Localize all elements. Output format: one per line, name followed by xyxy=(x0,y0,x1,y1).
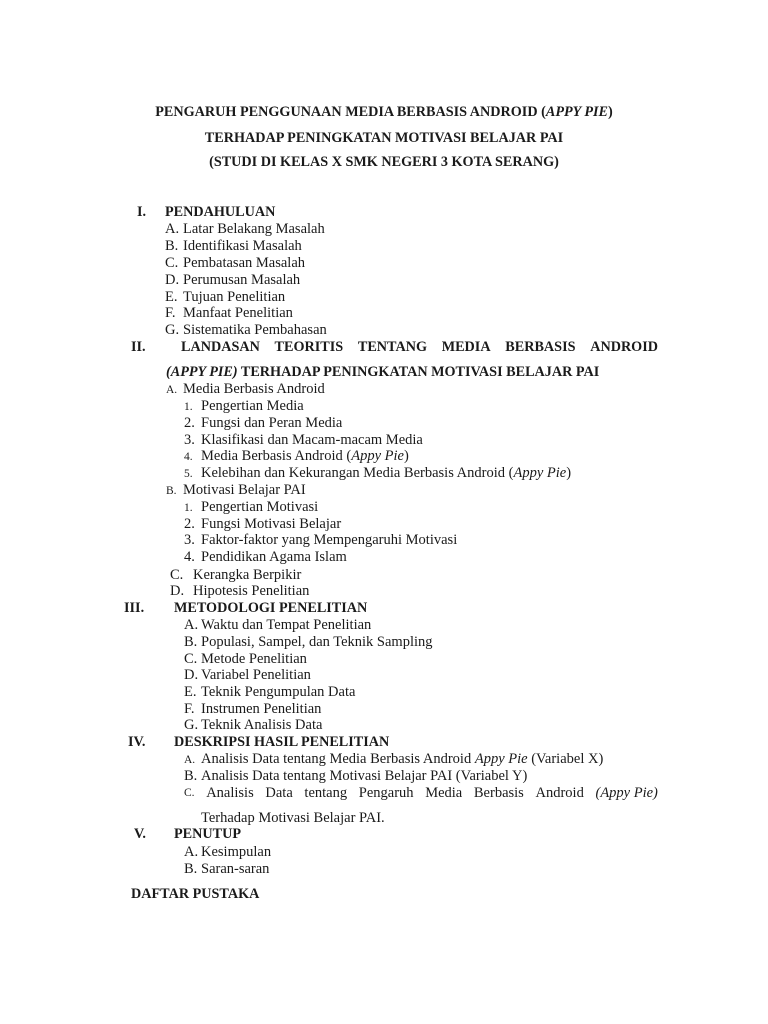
chapter-1-title: PENDAHULUAN xyxy=(165,204,276,220)
toc-subitem: 4. Pendidikan Agama Islam xyxy=(184,549,347,565)
chapter-3-number: III. xyxy=(124,600,145,616)
toc-item: B. Saran-saran xyxy=(184,861,270,877)
chapter-5-number: V. xyxy=(134,826,146,842)
chapter-4-number: IV. xyxy=(128,734,146,750)
toc-item: C. Pembatasan Masalah xyxy=(165,255,306,271)
toc-item: E. Tujuan Penelitian xyxy=(165,289,286,305)
toc-subitem: 1. Pengertian Media xyxy=(184,398,304,414)
title-line-2: TERHADAP PENINGKATAN MOTIVASI BELAJAR PAI xyxy=(204,130,564,146)
toc-item: A. Waktu dan Tempat Penelitian xyxy=(184,617,372,633)
chapter-3-title: METODOLOGI PENELITIAN xyxy=(174,600,368,616)
section-2b: B. Motivasi Belajar PAI xyxy=(166,482,306,498)
toc-item-justified: C. Analisis Data tentang Pengaruh Media Berbasis Android (Appy Pie) xyxy=(184,785,658,801)
toc-item: A. Kesimpulan xyxy=(184,844,272,860)
toc-item: F. Instrumen Penelitian xyxy=(184,701,322,717)
title-line-3: (STUDI DI KELAS X SMK NEGERI 3 KOTA SERANG) xyxy=(209,154,559,170)
chapter-2-title-line-2: (APPY PIE) TERHADAP PENINGKATAN MOTIVASI BELAJAR PAI xyxy=(166,364,600,380)
title-line-1: PENGARUH PENGGUNAAN MEDIA BERBASIS ANDROID (APPY PIE) xyxy=(155,104,613,120)
chapter-5-title: PENUTUP xyxy=(174,826,241,842)
toc-subitem: 2. Fungsi dan Peran Media xyxy=(184,415,343,431)
toc-item: G. Teknik Analisis Data xyxy=(184,717,323,733)
toc-item: D. Perumusan Masalah xyxy=(165,272,301,288)
chapter-2-title-line-1: LANDASAN TEORITIS TENTANG MEDIA BERBASIS ANDROID xyxy=(181,339,658,355)
toc-subitem: 2. Fungsi Motivasi Belajar xyxy=(184,516,342,532)
section-2c: C. Kerangka Berpikir xyxy=(170,567,302,583)
toc-subitem: 1. Pengertian Motivasi xyxy=(184,499,319,515)
toc-subitem: 3. Faktor-faktor yang Mempengaruhi Motivasi xyxy=(184,532,458,548)
toc-item-continuation: Terhadap Motivasi Belajar PAI. xyxy=(201,810,385,826)
toc-subitem: 4. Media Berbasis Android (Appy Pie) xyxy=(184,448,409,464)
references-heading: DAFTAR PUSTAKA xyxy=(131,886,260,902)
toc-item: B. Populasi, Sampel, dan Teknik Sampling xyxy=(184,634,433,650)
toc-item: B. Analisis Data tentang Motivasi Belajar PAI (Variabel Y) xyxy=(184,768,528,784)
toc-item: G. Sistematika Pembahasan xyxy=(165,322,327,338)
toc-item: C. Metode Penelitian xyxy=(184,651,307,667)
toc-item: E. Teknik Pengumpulan Data xyxy=(184,684,356,700)
toc-subitem: 3. Klasifikasi dan Macam-macam Media xyxy=(184,432,423,448)
section-2a: A. Media Berbasis Android xyxy=(166,381,325,397)
toc-item: D. Variabel Penelitian xyxy=(184,667,311,683)
toc-item: A. Analisis Data tentang Media Berbasis Android Appy Pie (Variabel X) xyxy=(184,751,604,767)
toc-item: F. Manfaat Penelitian xyxy=(165,305,293,321)
chapter-2-number: II. xyxy=(131,339,146,355)
toc-subitem: 5. Kelebihan dan Kekurangan Media Berbasis Android (Appy Pie) xyxy=(184,465,572,481)
section-2d: D. Hipotesis Penelitian xyxy=(170,583,310,599)
chapter-1-number: I. xyxy=(137,204,147,220)
chapter-4-title: DESKRIPSI HASIL PENELITIAN xyxy=(174,734,390,750)
toc-item: A. Latar Belakang Masalah xyxy=(165,221,325,237)
toc-item: B. Identifikasi Masalah xyxy=(165,238,302,254)
